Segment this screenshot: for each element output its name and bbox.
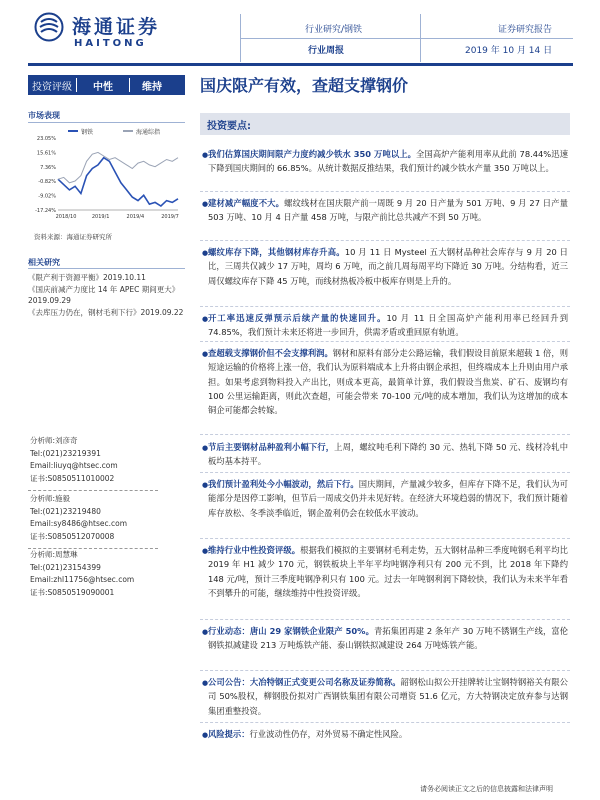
related-item[interactable]: 《限产利于资源平衡》2019.10.11 — [28, 273, 146, 282]
divider — [200, 306, 570, 307]
related-item[interactable]: 《去库压力仍在，钢材毛利下行》2019.09.22 — [28, 308, 184, 317]
bullet-icon: ● — [202, 731, 209, 739]
analyst-cert: 证书:S0850511010002 — [30, 473, 115, 483]
divider — [200, 434, 570, 435]
key-point: ● 开工率迅速反弹预示后续产量的快速回升。10 月 11 日全国高炉产能利用率已经回升到 74.85%，我们预计未来还将进一步回升，供需矛盾或重回原有轨道。 — [202, 313, 568, 338]
logo-text-cn: 海通证券 — [72, 16, 161, 38]
analyst-block — [30, 549, 180, 599]
legend-label: 钢铁 — [81, 129, 94, 136]
key-point: ● 螺纹库存下降，其他钢材库存升高。10 月 11 日 Mysteel 五大钢材品种社会库存与 9 月 20 日比，三周共仅减少 17 万吨，周均 6 万吨，而之前几周每周平均下降近 30 万吨。分结构看，近三周仅螺纹库存下降 45 万吨，而线材热板冷板中板库存则是上升的。 — [202, 247, 568, 286]
analyst-email[interactable]: Email:zhl11756@htsec.com — [30, 575, 135, 584]
x-tick-label: 2019/7 — [161, 214, 179, 220]
y-tick-label: 15.61% — [36, 150, 56, 157]
analyst-email[interactable]: Email:liuyq@htsec.com — [30, 461, 118, 470]
analyst-name: 分析师:周慧琳 — [30, 550, 78, 559]
key-points-header — [200, 113, 570, 135]
report-type: 行业周报 — [308, 46, 345, 56]
divider — [200, 619, 570, 620]
rating-change: 维持 — [142, 81, 162, 93]
bullet-icon: ● — [202, 200, 209, 208]
rating-value: 中性 — [93, 81, 113, 93]
related-item[interactable]: 《国庆前减产力度比 14 年 APEC 期间更大》2019.09.29 — [28, 285, 180, 305]
y-tick-label: -0.82% — [38, 179, 56, 186]
market-chart — [28, 126, 188, 226]
analyst-tel: Tel:(021)23219480 — [30, 506, 101, 516]
analyst-cert: 证书:S0850512070008 — [30, 531, 115, 541]
divider — [200, 538, 570, 539]
logo-text-en: HAITONG — [74, 38, 147, 49]
related-heading: 相关研究 — [28, 258, 60, 267]
divider — [200, 191, 570, 192]
analyst-name: 分析师:刘彦奇 — [30, 436, 78, 445]
analyst-tel: Tel:(021)23219391 — [30, 448, 101, 458]
bullet-icon: ● — [202, 628, 209, 636]
divider — [200, 472, 570, 473]
y-tick-label: -9.02% — [38, 193, 56, 200]
divider — [200, 341, 570, 342]
key-point: ● 我们估算国庆期间限产力度约减少铁水 350 万吨以上。全国高炉产能利用率从此前 78.44%迅速下降到国庆期间的 66.85%。从统计数据反推结果，我们预计约减少铁水产量 350 万吨以上。 — [202, 149, 568, 174]
y-tick-label: 7.36% — [40, 164, 56, 171]
rating-bar — [28, 75, 185, 95]
key-point: ● 行业动态：唐山 29 家钢铁企业限产 50%。青拓集团再建 2 条年产 30 万吨不锈钢生产线，富伦钢铁拟减建设 213 万吨炼铁产能、泰山钢铁拟减建设 264 万吨炼铁产能。 — [202, 626, 568, 651]
divider — [200, 722, 570, 723]
company-logo-icon — [34, 12, 64, 42]
y-tick-label: 23.05% — [36, 136, 56, 142]
section-rule — [28, 268, 185, 269]
x-tick-label: 2019/4 — [126, 214, 145, 220]
analyst-cert: 证书:S0850519090001 — [30, 587, 115, 597]
bullet-icon: ● — [202, 547, 209, 555]
key-point: ● 我们预计盈利处今小幅波动，然后下行。国庆期间，产量减少较多，但库存下降不足，我们认为可能部分是因停工影响，但节后一周成交仍并未见好转。在经济大环境趋弱的情况下，我们预计随着库存放松、冬季淡季临近，钢企盈利仍会在较低水平波动。 — [202, 479, 568, 518]
report-date: 2019 年 10 月 14 日 — [465, 46, 553, 56]
market-heading: 市场表现 — [28, 111, 60, 120]
x-tick-label: 2018/10 — [55, 214, 77, 220]
chart-source: 资料来源：海通证券研究所 — [34, 233, 112, 241]
bullet-icon: ● — [202, 481, 209, 489]
analyst-email[interactable]: Email:sy8486@htsec.com — [30, 519, 128, 528]
rating-label: 投资评级 — [32, 81, 72, 93]
key-point: ● 维持行业中性投资评级。根据我们模拟的主要钢材毛利走势，五大钢材品种三季度吨钢毛利平均比 2019 年 H1 减少 170 元，钢铁板块上半年平均吨钢净利只有 200 元不到，比 2018 年下降约 148 元/吨，预计三季度吨钢净利只有 100 元。过去一年吨钢利润下降较快，我们认为未来半年看不到攀升的可能，继续维持中性投资评级。 — [202, 545, 568, 598]
bullet-icon: ● — [202, 444, 209, 452]
bullet-icon: ● — [202, 350, 209, 358]
bullet-icon: ● — [202, 249, 209, 257]
key-points-title: 投资要点: — [207, 121, 251, 132]
header-bottom-rule — [28, 63, 573, 66]
series-line — [58, 158, 178, 206]
analyst-tel: Tel:(021)23154399 — [30, 562, 101, 572]
bullet-icon: ● — [202, 679, 209, 687]
analyst-divider — [28, 490, 158, 491]
analyst-block — [30, 493, 180, 543]
analyst-name: 分析师:施毅 — [30, 494, 71, 503]
section-rule — [28, 122, 185, 123]
key-point: ● 建材减产幅度不大。螺纹线材在国庆限产前一周既 9 月 20 日产量为 501 万吨、9 月 27 日产量 503 万吨、10 月 4 日产量 458 万吨，与限产前比总共减产不到 50 万吨。 — [202, 198, 568, 223]
legend-label: 海通综指 — [136, 129, 161, 136]
x-tick-label: 2019/1 — [91, 214, 110, 220]
divider — [200, 670, 570, 671]
report-label: 证券研究报告 — [498, 25, 553, 35]
key-point: ● 查超载支撑钢价但不会支撑利润。钢材和原料有部分走公路运输，我们假设目前原来超载 1 倍，则短途运输的价格将上涨一倍，我们认为原料端成本上升将由钢企承担，但终端成本上升则由用户承担。如果考虑到物料投入产出比，则成本更高，最简单计算，我们假设当焦炭、矿石、废钢均有 100 公里运输距离，则此次查超，可能会带来 70-100 元/吨的成本增加，我们认为这增加的成本铜企可能都会转嫁。 — [202, 348, 568, 416]
key-point: ● 节后主要钢材品种盈利小幅下行，上周，螺纹吨毛利下降约 30 元、热轧下降 50 元、线材冷轧中板均基本持平。 — [202, 442, 568, 467]
footer-disclaimer: 请务必阅读正文之后的信息披露和法律声明 — [420, 785, 553, 793]
analyst-block — [30, 435, 180, 485]
key-point: ● 公司公告：大冶特钢正式变更公司名称及证券简称。韶钢松山拟公开挂牌转让宝钢特钢裕关有限公司 50%股权，柳钢股份拟对广西钢铁集团有限公司增资 51.6 亿元，方大特钢决定放弃参与达钢集团重整投资。 — [202, 677, 568, 716]
y-tick-label: -17.24% — [35, 208, 56, 214]
bullet-icon: ● — [202, 151, 209, 159]
header-rule — [240, 38, 573, 39]
page-title: 国庆限产有效，查超支撑钢价 — [200, 76, 409, 95]
report-category: 行业研究/钢铁 — [305, 25, 363, 35]
divider — [200, 240, 570, 241]
key-point: ● 风险提示：行业波动性仍存，对外贸易不确定性风险。 — [208, 727, 568, 741]
bullet-icon: ● — [202, 315, 209, 323]
